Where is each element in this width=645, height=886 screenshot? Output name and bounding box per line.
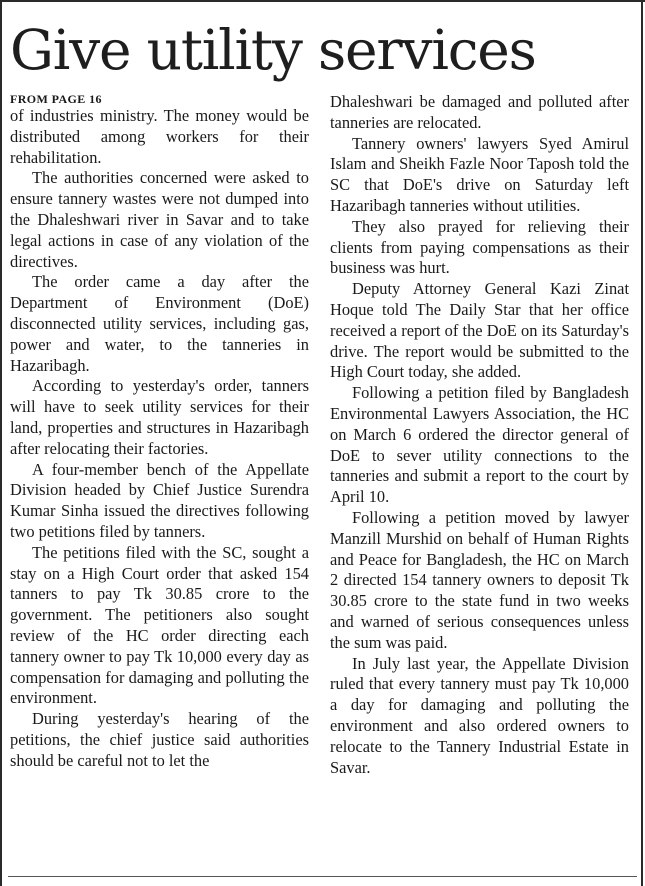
article-headline: Give utility services <box>10 18 536 82</box>
paragraph: They also prayed for relieving their clients from paying compensations as their business was hurt. <box>330 216 629 278</box>
continued-from-line: FROM PAGE 16 <box>10 92 102 106</box>
paragraph: Following a petition moved by lawyer Manzill Murshid on behalf of Human Rights and Peace for Bangladesh, the HC on March 2 directed 154 tannery owners to deposit Tk 30.85 crore to the state fund in two weeks and warned of serious consequences unless the sum was paid. <box>330 507 629 652</box>
paragraph: The authorities concerned were asked to ensure tannery wastes were not dumped into the Dhaleshwari river in Savar and to take legal actions in case of any violation of the directives. <box>10 168 309 271</box>
paragraph: According to yesterday's order, tanners will have to seek utility services for their land, properties and structures in Hazaribagh after relocating their factories. <box>10 376 309 458</box>
page-border-right <box>641 0 643 886</box>
page-border-top <box>0 0 645 2</box>
paragraph: A four-member bench of the Appellate Division headed by Chief Justice Surendra Kumar Sinha issued the directives following two petitions filed by tanners. <box>10 459 309 541</box>
paragraph: In July last year, the Appellate Division ruled that every tannery must pay Tk 10,000 a day for damaging and polluting the environment and also ordered owners to relocate to the Tannery Industrial Estate in Savar. <box>330 653 629 777</box>
page-border-left <box>0 0 2 886</box>
paragraph: Tannery owners' lawyers Syed Amirul Islam and Sheikh Fazle Noor Taposh told the SC that DoE's drive on Saturday left Hazaribagh tanneries without utilities. <box>330 133 629 215</box>
paragraph: Dhaleshwari be damaged and polluted after tanneries are relocated. <box>330 92 629 132</box>
paragraph: of industries ministry. The money would be distributed among workers for their rehabilitation. <box>10 106 309 167</box>
article-column-right <box>330 92 629 778</box>
bottom-rule <box>8 876 637 877</box>
paragraph: During yesterday's hearing of the petitions, the chief justice said authorities should be careful not to let the <box>10 709 309 770</box>
paragraph: The petitions filed with the SC, sought a stay on a High Court order that asked 154 tanners to pay Tk 30.85 crore to the government. The petitioners also sought review of the HC order directing each tannery owner to pay Tk 10,000 every day as compensation for damaging and polluting the environment. <box>10 542 309 708</box>
paragraph: Following a petition filed by Bangladesh Environmental Lawyers Association, the HC on March 6 ordered the director general of DoE to sever utility connections to the tanneries and submit a report to the court by April 10. <box>330 383 629 507</box>
article-column-left <box>10 92 309 772</box>
paragraph: Deputy Attorney General Kazi Zinat Hoque told The Daily Star that her office received a report of the DoE on its Saturday's drive. The report would be submitted to the High Court today, she added. <box>330 279 629 382</box>
paragraph: The order came a day after the Department of Environment (DoE) disconnected utility services, including gas, power and water, to the tanneries in Hazaribagh. <box>10 272 309 375</box>
